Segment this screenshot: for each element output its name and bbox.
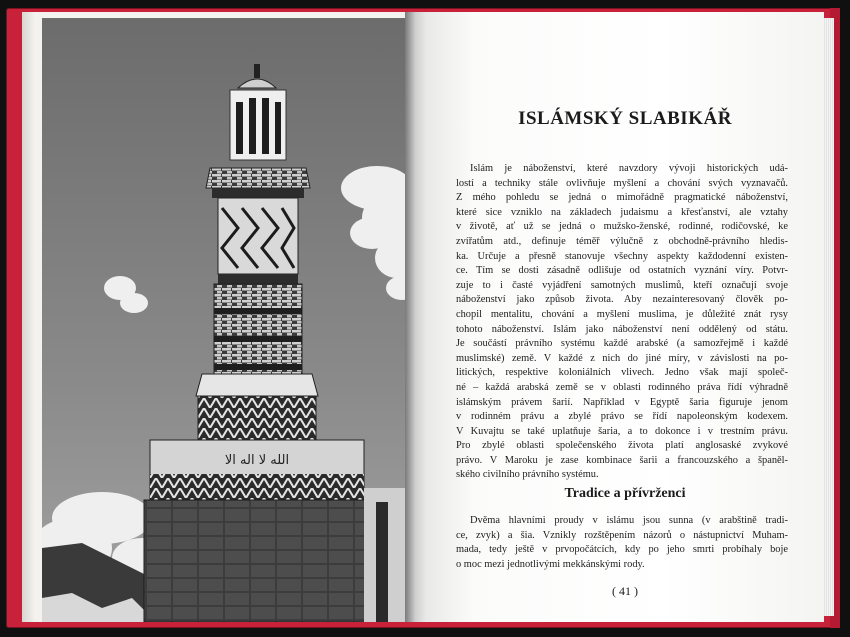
page-edges bbox=[824, 18, 834, 616]
chapter-title: ISLÁMSKÝ SLABIKÁŘ bbox=[518, 108, 732, 129]
text-line: které sice vzniklo na základech judaismu a křesťanství, ale vztahy bbox=[456, 206, 788, 218]
text-line: ce, zvyk) a šia. Vznikly rozštěpením názorů o nástupnictví Muham- bbox=[456, 529, 788, 541]
text-line: zuje to i časté vyjádření samotných muslimů, kteří označují svoje bbox=[456, 279, 788, 291]
text-line: mada, tedy ještě v prvopočátcích, kdy po jeho smrti probíhaly boje bbox=[456, 544, 788, 556]
text-line: náboženství jako způsob života. Aby nezainteresovaný člověk po- bbox=[456, 294, 788, 306]
text-line: lostí a techniky stále ovlivňuje myšlení a chování svých vyznavačů. bbox=[456, 177, 788, 189]
minaret-inscription: ﺍﻟﻠﻪ ﻻ ﺍﻟﻪ ﺍﻻ bbox=[224, 453, 290, 468]
text-line: islámským právem šarií. Například v Egyptě šaria figuruje jenom bbox=[456, 396, 788, 408]
text-line: litických, respektive koloniálních vlivech. Jedno však mají společ- bbox=[456, 367, 788, 379]
text-line: né – každá arabská země se v oblasti rodinného práva řídí výhradně bbox=[456, 381, 788, 393]
section-title: Tradice a přívrženci bbox=[564, 486, 686, 501]
text-line: ka. Určuje a přesně stanovuje všechny aspekty každodenní existen- bbox=[456, 250, 788, 262]
text-line: Dvěma hlavními proudy v islámu jsou sunna (v arabštině tradi- bbox=[470, 515, 788, 526]
text-line: zvířatům atd., definuje téměř výlučně z obchodně-právního hledis- bbox=[456, 235, 788, 247]
text-line: v životě, ať už se jedná o mužsko-ženské, rodinné, rodičovské, ke bbox=[456, 221, 788, 233]
text-line: ce. Tím se dosti zásadně odlišuje od ostatních vyznání víry. Potvr- bbox=[456, 265, 788, 277]
text-line: v rodinném právu a zbylé právo se řídí napoleonským kodexem. bbox=[456, 411, 788, 423]
text-line: muslimské) země. V každé z nich do jiné míry, v závislosti na po- bbox=[456, 352, 788, 364]
chapter-paragraph bbox=[456, 162, 788, 483]
text-line: V Kuvajtu se také uplatňuje šaria, a to dokonce i v trestním právu. bbox=[456, 425, 788, 437]
text-line: Islám je náboženství, které navzdory vývoji historických udá- bbox=[470, 163, 788, 174]
text-line: Z mého pohledu se jedná o mimořádně pragmatické náboženství, bbox=[456, 192, 788, 204]
text-line: ského civilního právního systému. bbox=[456, 469, 599, 481]
text-line: Pro zbylé oblasti společenského života platí anglosaské zvykové bbox=[456, 440, 788, 452]
page-edge bbox=[22, 12, 36, 622]
text-line: chopil mentalitu, chování a myšlení muslima, je důležité znát rysy bbox=[456, 308, 788, 320]
section-paragraph bbox=[456, 514, 788, 572]
right-page bbox=[426, 12, 824, 622]
text-line: Je součástí právního systému každé arabské (a samozřejmě i každé bbox=[456, 338, 788, 350]
text-line: o moc mezi jednotlivými mekkánskými rody. bbox=[456, 558, 645, 570]
left-page bbox=[22, 12, 414, 622]
text-line: tohoto náboženství. Islám jako náboženství není oddělený od státu. bbox=[456, 323, 788, 335]
minaret-photo bbox=[42, 18, 414, 622]
text-line: právo. V Maroku je zase kombinace šarii a francouzského a španěl- bbox=[456, 454, 788, 466]
page-number: ( 41 ) bbox=[612, 584, 638, 598]
